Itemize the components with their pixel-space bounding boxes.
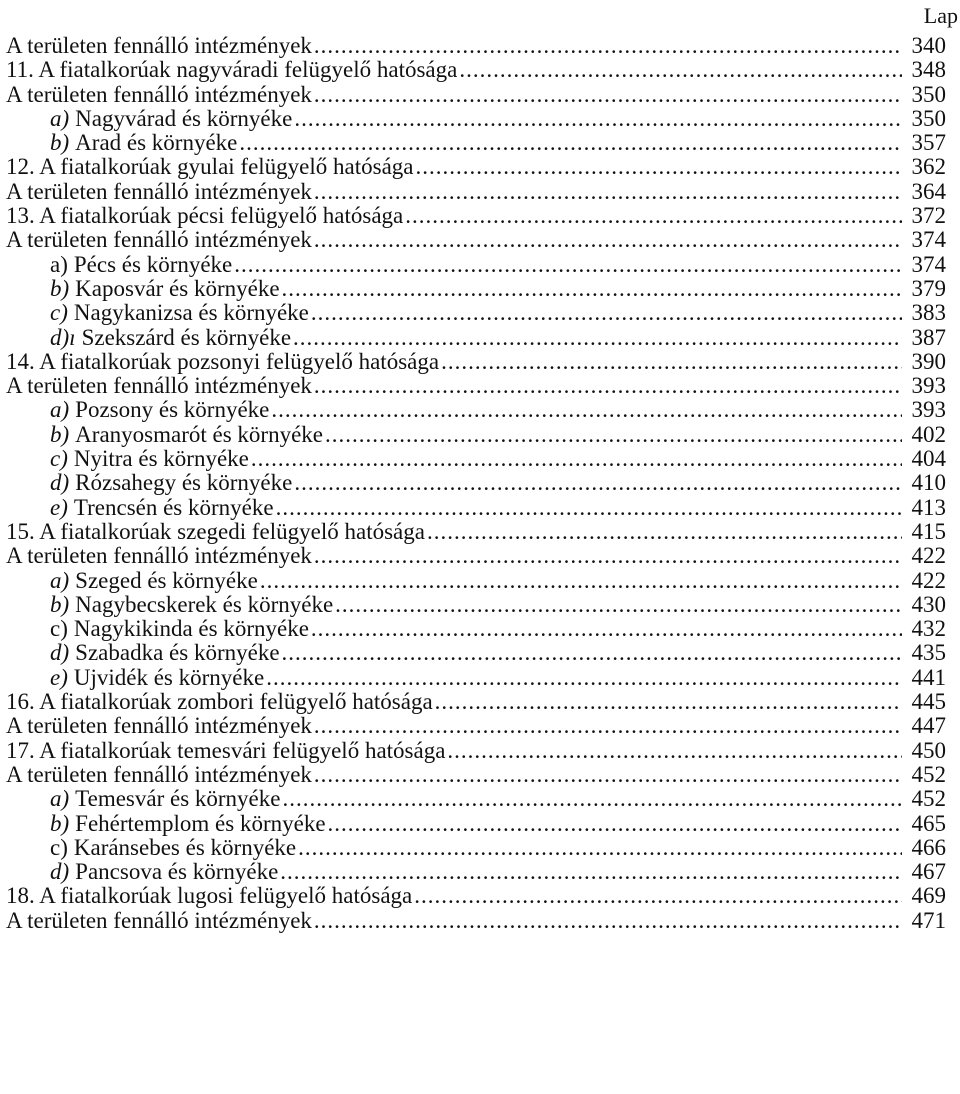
toc-entry-text: Nyitra és környéke: [73, 447, 249, 472]
toc-entry: [6, 228, 946, 252]
toc-entry-label: [6, 860, 278, 884]
toc-entry-label: [6, 326, 291, 350]
dot-leader: [314, 714, 902, 738]
toc-entry-marker: d): [50, 641, 70, 666]
toc-entry-text: Temesvár és környéke: [75, 787, 281, 812]
dot-leader: [314, 180, 902, 204]
toc-entry-marker: d)ı: [50, 325, 76, 350]
dot-leader: [311, 617, 902, 641]
toc-entry-page-number: 383: [911, 301, 946, 326]
toc-entry-label: [6, 374, 312, 398]
toc-entry-text: 14. A fiatalkorúak pozsonyi felügyelő hatósága: [6, 349, 440, 374]
toc-entry: [6, 301, 946, 325]
toc-entry-marker: c): [50, 301, 68, 326]
toc-entry-marker: e): [50, 665, 68, 690]
toc-entry-marker: b): [50, 422, 70, 447]
toc-entry: [6, 83, 946, 107]
toc-entry-label: [6, 107, 292, 131]
toc-entry-label: [6, 690, 433, 714]
toc-entry-page-number: 393: [911, 398, 946, 423]
toc-entry: [6, 277, 946, 301]
toc-entry-label: [6, 131, 237, 155]
toc-entry-label: [6, 714, 312, 738]
toc-entry-text: Pancsova és környéke: [75, 860, 279, 885]
toc-entry-page-number: 467: [911, 860, 946, 885]
toc-entry-page-number: 387: [911, 325, 946, 350]
toc-entry-label: [6, 836, 296, 860]
toc-entry-text: A területen fennálló intézmények: [6, 82, 312, 107]
toc-entry: [6, 180, 946, 204]
dot-leader: [325, 423, 902, 447]
toc-entry-text: A területen fennálló intézmények: [6, 34, 312, 58]
toc-entry-text: Nagykikinda és környéke: [73, 617, 309, 642]
dot-leader: [266, 666, 902, 690]
toc-entry-text: Ujvidék és környéke: [73, 665, 265, 690]
toc-entry: [6, 714, 946, 738]
toc-entry-label: [6, 593, 333, 617]
page-column-heading: Lap: [923, 3, 958, 28]
toc-entry-page-number: 471: [911, 908, 946, 933]
toc-entry-label: [6, 739, 445, 763]
toc-entry: [6, 739, 946, 763]
toc-entry-text: Nagybecskerek és környéke: [75, 592, 334, 617]
table-of-contents: [6, 34, 946, 933]
dot-leader: [239, 131, 902, 155]
dot-leader: [314, 228, 902, 252]
dot-leader: [441, 350, 902, 374]
toc-entry-label: [6, 301, 309, 325]
toc-entry-page-number: 466: [911, 835, 946, 860]
toc-entry: [6, 787, 946, 811]
toc-entry-label: [6, 520, 425, 544]
toc-entry-page-number: 350: [911, 82, 946, 107]
dot-leader: [427, 520, 902, 544]
toc-entry-marker: a): [50, 398, 70, 423]
dot-leader: [311, 301, 902, 325]
toc-entry: [6, 253, 946, 277]
toc-entry-marker: b): [50, 131, 70, 156]
toc-entry: [6, 909, 946, 933]
toc-entry-page-number: 348: [911, 58, 946, 83]
toc-entry-label: [6, 253, 232, 277]
dot-leader: [314, 909, 902, 933]
toc-entry-label: [6, 471, 292, 495]
toc-entry-text: 16. A fiatalkorúak zombori felügyelő hatósága: [6, 690, 433, 715]
toc-entry-label: [6, 884, 412, 908]
toc-entry: [6, 666, 946, 690]
toc-entry-text: Kaposvár és környéke: [75, 276, 280, 301]
toc-entry-page-number: 422: [911, 544, 946, 569]
toc-entry: [6, 131, 946, 155]
toc-entry: [6, 350, 946, 374]
toc-entry: [6, 860, 946, 884]
toc-entry-text: Szabadka és környéke: [75, 641, 280, 666]
toc-entry-page-number: 390: [911, 349, 946, 374]
toc-entry-text: Szekszárd és környéke: [81, 325, 292, 350]
dot-leader: [293, 326, 902, 350]
toc-entry-page-number: 350: [911, 106, 946, 131]
toc-entry-text: Nagyvárad és környéke: [75, 106, 293, 131]
toc-entry-label: [6, 496, 274, 520]
toc-entry-label: [6, 812, 326, 836]
toc-entry-page-number: 430: [911, 592, 946, 617]
toc-entry-label: [6, 666, 264, 690]
dot-leader: [282, 277, 902, 301]
toc-entry-page-number: 357: [911, 131, 946, 156]
toc-entry: [6, 471, 946, 495]
toc-entry-label: [6, 544, 312, 568]
dot-leader: [294, 471, 902, 495]
toc-entry-page-number: 393: [911, 374, 946, 399]
toc-entry-page-number: 410: [911, 471, 946, 496]
dot-leader: [294, 107, 902, 131]
dot-leader: [282, 787, 902, 811]
dot-leader: [251, 447, 902, 471]
toc-entry: [6, 204, 946, 228]
toc-entry-label: [6, 641, 280, 665]
toc-entry-page-number: 445: [911, 690, 946, 715]
toc-entry-page-number: 435: [911, 641, 946, 666]
toc-entry: [6, 398, 946, 422]
toc-entry-marker: b): [50, 592, 70, 617]
toc-entry-label: [6, 277, 280, 301]
toc-entry: [6, 326, 946, 350]
toc-entry: [6, 423, 946, 447]
dot-leader: [335, 593, 902, 617]
toc-entry-text: Rózsahegy és környéke: [75, 471, 293, 496]
toc-entry-page-number: 364: [911, 179, 946, 204]
toc-entry-page-number: 374: [911, 252, 946, 277]
toc-entry-label: [6, 569, 258, 593]
dot-leader: [328, 812, 902, 836]
toc-entry-marker: a): [50, 568, 70, 593]
toc-entry-page-number: 379: [911, 276, 946, 301]
toc-entry-label: [6, 204, 403, 228]
toc-entry-page-number: 432: [911, 617, 946, 642]
toc-entry: [6, 447, 946, 471]
toc-entry: [6, 107, 946, 131]
toc-entry: [6, 544, 946, 568]
toc-entry-label: [6, 787, 280, 811]
dot-leader: [282, 641, 902, 665]
toc-entry-page-number: 452: [911, 762, 946, 787]
toc-entry-page-number: 374: [911, 228, 946, 253]
toc-entry-text: A területen fennálló intézmények: [6, 544, 312, 569]
toc-entry-text: 17. A fiatalkorúak temesvári felügyelő hatósága: [6, 738, 446, 763]
toc-entry-page-number: 422: [911, 568, 946, 593]
toc-entry-page-number: 340: [911, 34, 946, 58]
toc-entry-text: A területen fennálló intézmények: [6, 714, 312, 739]
toc-entry-label: [6, 447, 249, 471]
toc-entry-label: [6, 909, 312, 933]
toc-entry: [6, 812, 946, 836]
dot-leader: [280, 860, 902, 884]
dot-leader: [414, 884, 902, 908]
toc-entry-marker: c): [50, 835, 68, 860]
toc-entry-page-number: 402: [911, 422, 946, 447]
toc-entry: [6, 58, 946, 82]
toc-entry-page-number: 452: [911, 787, 946, 812]
toc-entry-text: 13. A fiatalkorúak pécsi felügyelő hatósága: [6, 204, 404, 229]
toc-entry-text: 12. A fiatalkorúak gyulai felügyelő hatósága: [6, 155, 414, 180]
dot-leader: [276, 496, 902, 520]
toc-entry: [6, 520, 946, 544]
toc-entry-marker: e): [50, 495, 68, 520]
toc-entry: [6, 34, 946, 58]
toc-entry-label: [6, 58, 457, 82]
toc-entry-label: [6, 350, 439, 374]
toc-entry-marker: a): [50, 106, 70, 131]
toc-entry-text: 15. A fiatalkorúak szegedi felügyelő hatósága: [6, 519, 425, 544]
toc-entry-page-number: 441: [911, 665, 946, 690]
toc-entry-text: A területen fennálló intézmények: [6, 228, 312, 253]
toc-entry: [6, 690, 946, 714]
toc-entry: [6, 496, 946, 520]
toc-entry-text: A területen fennálló intézmények: [6, 762, 312, 787]
toc-entry-page-number: 465: [911, 811, 946, 836]
toc-entry-text: A területen fennálló intézmények: [6, 908, 312, 933]
toc-entry-page-number: 447: [911, 714, 946, 739]
toc-entry-text: Pozsony és környéke: [75, 398, 270, 423]
toc-entry-label: [6, 617, 309, 641]
toc-entry: [6, 155, 946, 179]
dot-leader: [314, 763, 902, 787]
toc-entry-marker: a): [50, 252, 68, 277]
toc-entry-label: [6, 34, 312, 58]
toc-entry: [6, 569, 946, 593]
toc-entry-label: [6, 398, 269, 422]
toc-entry-text: 18. A fiatalkorúak lugosi felügyelő hatósága: [6, 884, 413, 909]
toc-entry-text: A területen fennálló intézmények: [6, 374, 312, 399]
toc-entry-marker: b): [50, 276, 70, 301]
toc-entry-marker: d): [50, 860, 70, 885]
toc-entry-text: Arad és környéke: [75, 131, 238, 156]
toc-entry-page-number: 404: [911, 447, 946, 472]
toc-entry-label: [6, 180, 312, 204]
dot-leader: [416, 155, 903, 179]
toc-entry: [6, 763, 946, 787]
dot-leader: [314, 544, 902, 568]
toc-entry-text: Fehértemplom és környéke: [75, 811, 326, 836]
dot-leader: [260, 569, 902, 593]
toc-entry-text: Pécs és környéke: [73, 252, 233, 277]
toc-entry: [6, 617, 946, 641]
toc-entry-label: [6, 228, 312, 252]
toc-entry-page-number: 415: [911, 519, 946, 544]
toc-entry-page-number: 413: [911, 495, 946, 520]
toc-entry-label: [6, 83, 312, 107]
dot-leader: [314, 374, 902, 398]
toc-entry-marker: a): [50, 787, 70, 812]
toc-entry: [6, 374, 946, 398]
toc-entry-page-number: 450: [911, 738, 946, 763]
toc-entry-text: 11. A fiatalkorúak nagyváradi felügyelő hatósága: [6, 58, 458, 83]
toc-entry-marker: c): [50, 447, 68, 472]
toc-entry-text: Aranyosmarót és környéke: [75, 422, 323, 447]
toc-entry: [6, 836, 946, 860]
toc-entry-text: A területen fennálló intézmények: [6, 179, 312, 204]
toc-entry-text: Karánsebes és környéke: [73, 835, 297, 860]
toc-entry-marker: d): [50, 471, 70, 496]
toc-entry-marker: b): [50, 811, 70, 836]
dot-leader: [405, 204, 902, 228]
dot-leader: [447, 739, 902, 763]
dot-leader: [435, 690, 902, 714]
toc-entry-text: Szeged és környéke: [75, 568, 258, 593]
toc-entry: [6, 884, 946, 908]
dot-leader: [234, 253, 902, 277]
toc-entry-label: [6, 155, 414, 179]
toc-entry-label: [6, 763, 312, 787]
toc-entry-text: Trencsén és környéke: [73, 495, 274, 520]
toc-entry-page-number: 469: [911, 884, 946, 909]
toc-entry: [6, 641, 946, 665]
toc-entry-page-number: 372: [911, 204, 946, 229]
toc-entry: [6, 593, 946, 617]
dot-leader: [298, 836, 902, 860]
dot-leader: [314, 34, 902, 58]
dot-leader: [459, 58, 902, 82]
toc-entry-text: Nagykanizsa és környéke: [73, 301, 309, 326]
dot-leader: [314, 83, 902, 107]
toc-entry-page-number: 362: [911, 155, 946, 180]
toc-entry-marker: c): [50, 617, 68, 642]
dot-leader: [271, 398, 902, 422]
toc-entry-label: [6, 423, 323, 447]
